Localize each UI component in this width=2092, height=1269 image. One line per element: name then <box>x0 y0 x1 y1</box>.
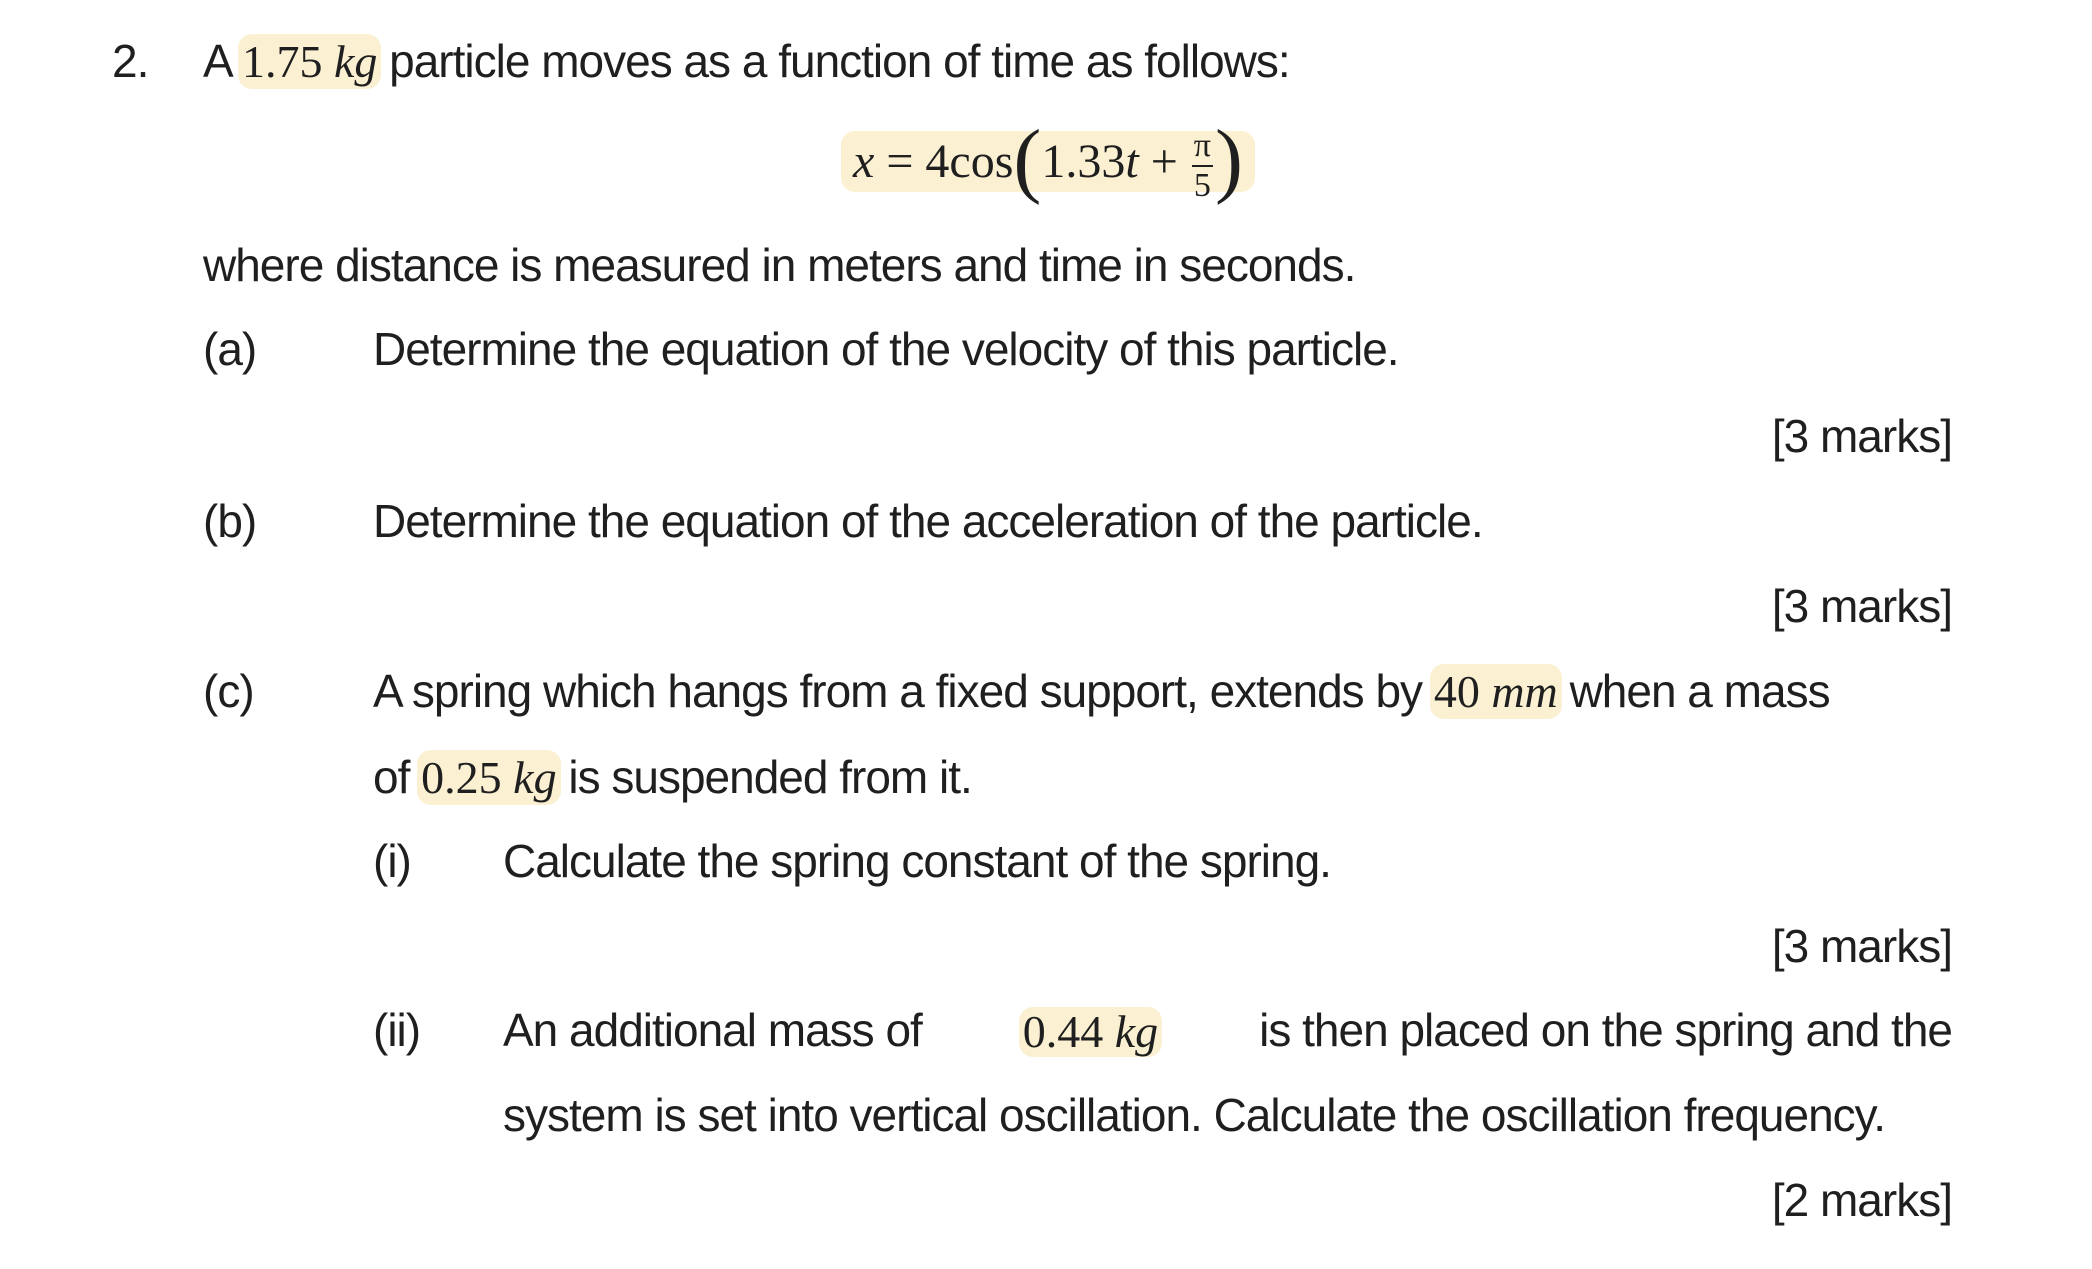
part-c-line2 <box>373 751 972 803</box>
suspended-mass <box>417 750 560 805</box>
particle-mass-unit: kg <box>333 36 378 87</box>
part-c-ii-marks: [2 marks] <box>1771 1174 1952 1226</box>
part-a-marks: [3 marks] <box>1771 410 1952 462</box>
equation-highlight <box>841 113 1255 206</box>
part-b-text: Determine the equation of the acceleration of the particle. <box>373 495 1483 547</box>
particle-mass <box>238 34 381 89</box>
motion-equation <box>845 113 1251 218</box>
suspended-mass-value: 0.25 <box>421 752 502 803</box>
part-c-i-marks: [3 marks] <box>1771 920 1952 972</box>
part-c-line2-pre: of <box>373 751 410 803</box>
eq-inner-var: t <box>1125 135 1139 188</box>
eq-func: cos <box>949 135 1014 188</box>
eq-paren-close: ) <box>1214 113 1243 206</box>
intro-prefix: A <box>203 35 231 87</box>
additional-mass-value: 0.44 <box>1022 1006 1104 1057</box>
part-c-ii-line1-pre: An additional mass of <box>503 1004 922 1056</box>
intro-suffix: particle moves as a function of time as follows: <box>389 35 1290 87</box>
part-b-label: (b) <box>203 495 257 547</box>
part-c-ii-line1 <box>503 1004 1952 1057</box>
additional-mass-unit: kg <box>1114 1006 1159 1057</box>
spring-extension-value: 40 <box>1433 666 1480 717</box>
eq-inner-num: 1.33 <box>1041 135 1126 188</box>
particle-mass-value: 1.75 <box>241 36 323 87</box>
eq-lhs: x <box>853 135 875 188</box>
part-c-ii-label: (ii) <box>373 1004 421 1056</box>
part-c-line1 <box>373 665 1830 717</box>
eq-frac-den: 5 <box>1193 166 1211 204</box>
part-c-i-text: Calculate the spring constant of the spring. <box>503 835 1331 887</box>
eq-frac-num: π <box>1192 129 1213 167</box>
eq-fraction <box>1192 126 1213 204</box>
eq-paren-open: ( <box>1013 113 1042 206</box>
suspended-mass-unit: kg <box>513 752 557 803</box>
eq-plus: + <box>1150 135 1178 188</box>
part-c-line2-post: is suspended from it. <box>568 751 972 803</box>
spring-extension <box>1430 664 1562 719</box>
units-line: where distance is measured in meters and time in seconds. <box>203 239 1356 291</box>
additional-mass <box>1019 1007 1162 1057</box>
eq-sign: = <box>886 135 914 188</box>
part-c-i-label: (i) <box>373 835 411 887</box>
part-c-ii-line1-post: is then placed on the spring and the <box>1259 1004 1952 1056</box>
part-c-line1-post: when a mass <box>1569 665 1830 717</box>
eq-coef: 4 <box>925 135 950 188</box>
part-c-ii-line2: system is set into vertical oscillation. Calculate the oscillation frequency. <box>503 1089 1886 1141</box>
spring-extension-unit: mm <box>1491 666 1558 717</box>
part-b-marks: [3 marks] <box>1771 580 1952 632</box>
question-number: 2. <box>112 35 149 87</box>
part-a-text: Determine the equation of the velocity of this particle. <box>373 323 1399 375</box>
part-c-label: (c) <box>203 665 254 717</box>
part-c-line1-pre: A spring which hangs from a fixed support, extends by <box>373 665 1423 717</box>
question-intro <box>203 35 1290 87</box>
part-a-label: (a) <box>203 323 257 375</box>
